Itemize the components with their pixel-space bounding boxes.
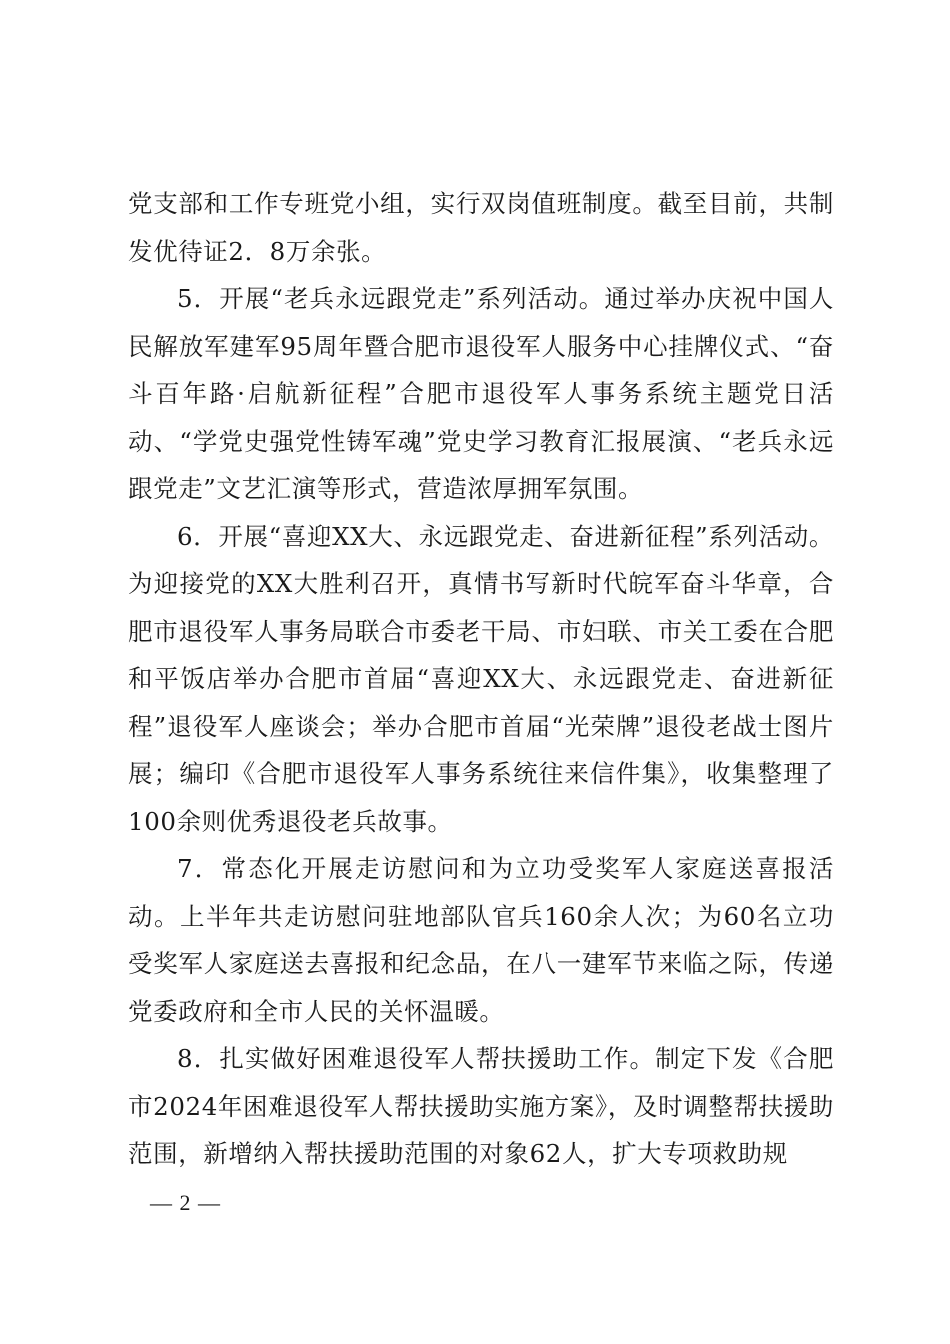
paragraph-continuation: 党支部和工作专班党小组，实行双岗值班制度。截至目前，共制发优待证2．8万余张。 [128,189,834,266]
document-body [128,180,834,1178]
paragraph-item-5: 5．开展“老兵永远跟党走”系列活动。通过举办庆祝中国人民解放军建军95周年暨合肥市退役军人服务中心挂牌仪式、“奋斗百年路·启航新征程”合肥市退役军人事务系统主题党日活动、“学党史强党性铸军魂”党史学习教育汇报展演、“老兵永远跟党走”文艺汇演等形式，营造浓厚拥军氛围。 [128,284,834,503]
paragraph-item-6: 6．开展“喜迎XX大、永远跟党走、奋进新征程”系列活动。为迎接党的XX大胜利召开，真情书写新时代皖军奋斗华章，合肥市退役军人事务局联合市委老干局、市妇联、市关工委在合肥和平饭店举办合肥市首届“喜迎XX大、永远跟党走、奋进新征程”退役军人座谈会；举办合肥市首届“光荣牌”退役老战士图片展；编印《合肥市退役军人事务系统往来信件集》，收集整理了100余则优秀退役老兵故事。 [128,521,834,836]
page-number: — 2 — [150,1190,221,1215]
paragraph-item-7: 7．常态化开展走访慰问和为立功受奖军人家庭送喜报活动。上半年共走访慰问驻地部队官兵160余人次；为60名立功受奖军人家庭送去喜报和纪念品，在八一建军节来临之际，传递党委政府和全市人民的关怀温暖。 [128,854,834,1026]
paragraph-item-8: 8．扎实做好困难退役军人帮扶援助工作。制定下发《合肥市2024年困难退役军人帮扶援助实施方案》，及时调整帮扶援助范围，新增纳入帮扶援助范围的对象62人，扩大专项救助规 [128,1044,834,1168]
